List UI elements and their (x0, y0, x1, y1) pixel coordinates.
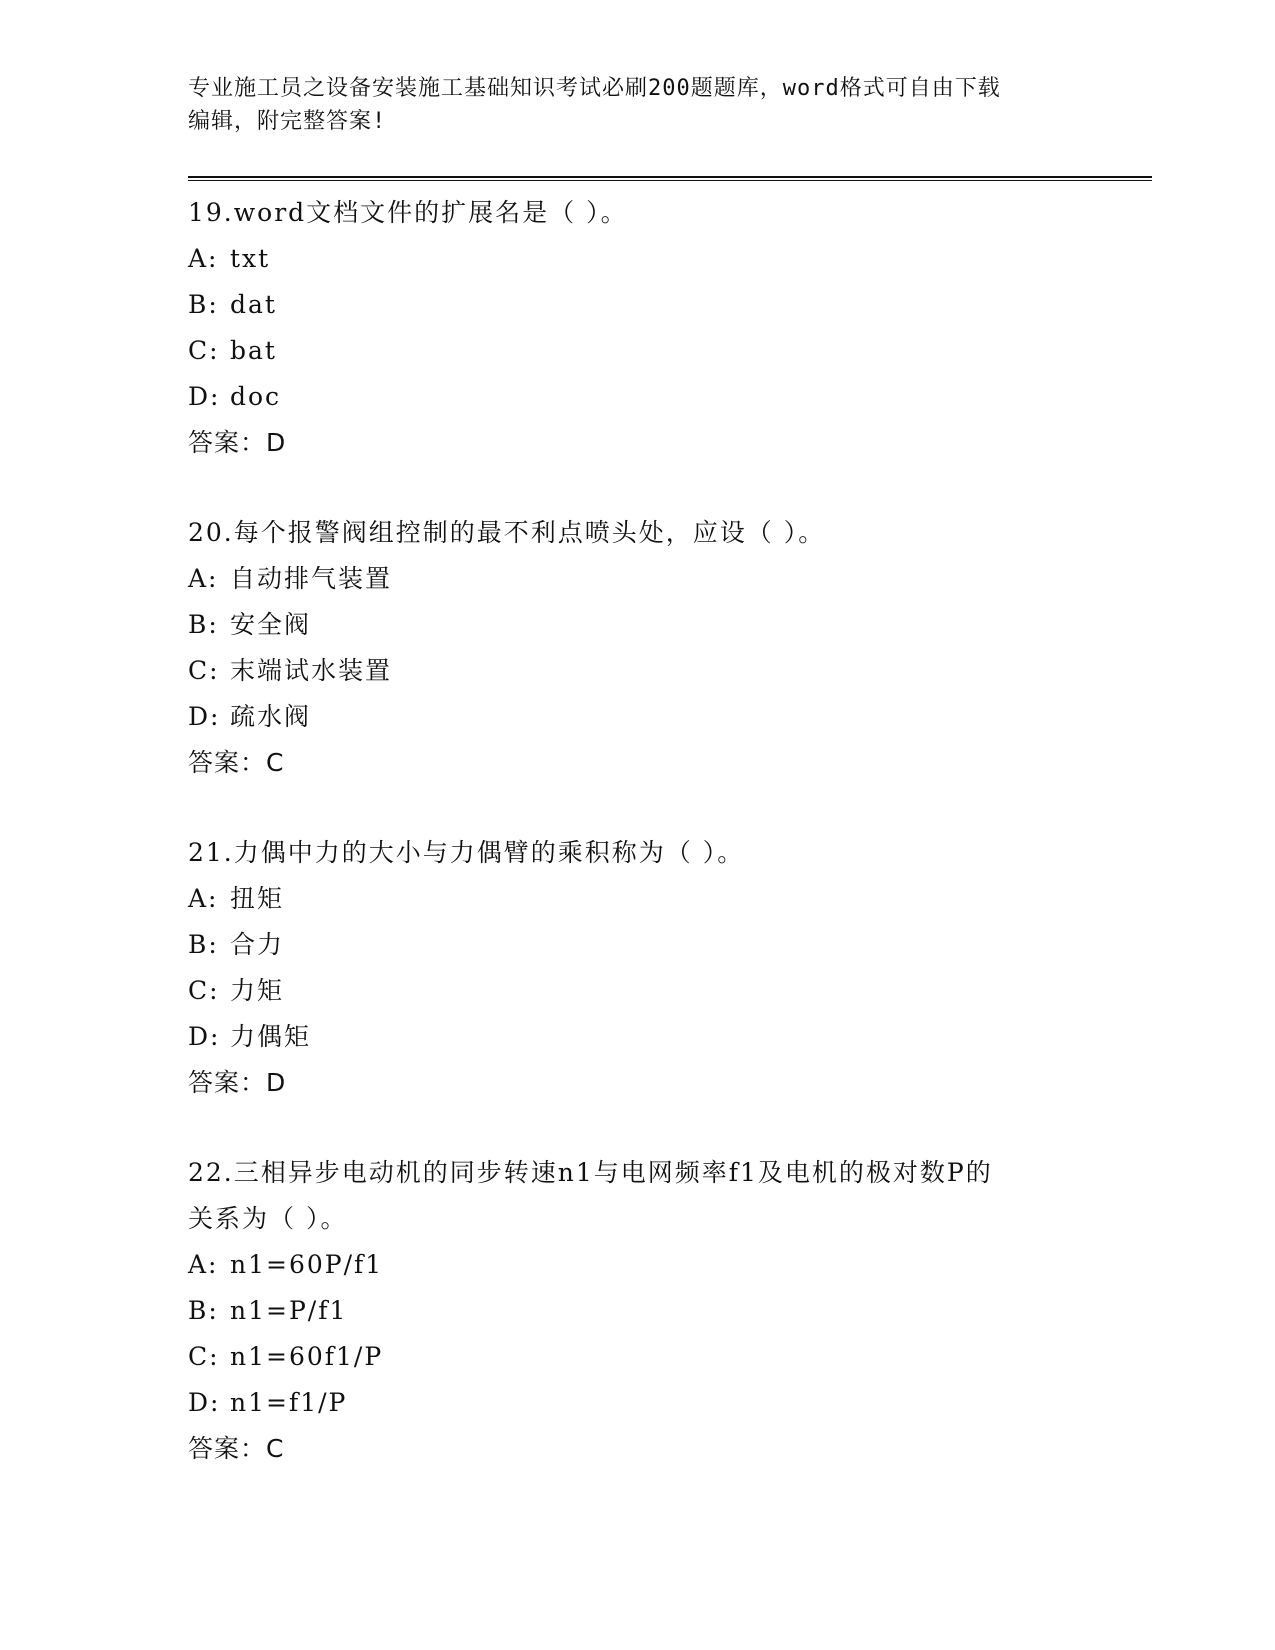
header-line-1: 专业施工员之设备安装施工基础知识考试必刷200题题库，word格式可自由下载 (188, 76, 1001, 101)
option-c (188, 1334, 1088, 1380)
option-text: 自动排气装置 (230, 564, 393, 593)
question-text: 21.力偶中力的大小与力偶臂的乘积称为（ ）。 (188, 838, 745, 867)
option-c (188, 968, 1088, 1014)
option-letter: A: (188, 1250, 219, 1279)
option-text: 力偶矩 (230, 1022, 312, 1051)
option-a (188, 236, 1088, 282)
option-text: bat (230, 336, 277, 365)
option-b (188, 282, 1088, 328)
option-text: txt (230, 244, 271, 273)
option-letter: D: (188, 702, 221, 731)
question-text: 22.三相异步电动机的同步转速n1与电网频率f1及电机的极对数P的 (188, 1158, 993, 1187)
question-text-continued: 关系为（ ）。 (188, 1204, 348, 1233)
answer-text: 答案：D (188, 1068, 287, 1097)
option-b (188, 922, 1088, 968)
option-letter: D: (188, 1022, 221, 1051)
option-text: 扭矩 (230, 884, 285, 913)
option-letter: A: (188, 244, 219, 273)
option-letter: B: (188, 1296, 219, 1325)
option-letter: C: (188, 976, 220, 1005)
option-letter: C: (188, 1342, 220, 1371)
answer-text: 答案：C (188, 1434, 285, 1463)
option-b (188, 1288, 1088, 1334)
question-22 (188, 1150, 1088, 1472)
option-text: 合力 (230, 930, 285, 959)
answer-text: 答案：D (188, 428, 287, 457)
option-text: n1=f1/P (230, 1388, 348, 1417)
question-19 (188, 190, 1088, 466)
question-20 (188, 510, 1088, 786)
option-c (188, 648, 1088, 694)
document-header (188, 72, 1088, 138)
option-letter: A: (188, 884, 219, 913)
option-letter: C: (188, 656, 220, 685)
option-letter: D: (188, 1388, 221, 1417)
option-a (188, 556, 1088, 602)
option-letter: B: (188, 930, 219, 959)
option-text: 安全阀 (230, 610, 312, 639)
option-c (188, 328, 1088, 374)
option-text: doc (230, 382, 282, 411)
option-letter: C: (188, 336, 220, 365)
option-text: 疏水阀 (230, 702, 312, 731)
option-a (188, 876, 1088, 922)
option-text: 力矩 (230, 976, 285, 1005)
option-d (188, 1380, 1088, 1426)
answer-text: 答案：C (188, 748, 285, 777)
header-line-2: 编辑，附完整答案! (188, 109, 387, 134)
option-text: 末端试水装置 (230, 656, 393, 685)
option-letter: B: (188, 610, 219, 639)
option-b (188, 602, 1088, 648)
question-text: 19.word文档文件的扩展名是（ ）。 (188, 198, 628, 227)
header-divider-thin (188, 180, 1152, 181)
option-letter: D: (188, 382, 221, 411)
option-d (188, 694, 1088, 740)
option-text: n1=P/f1 (230, 1296, 348, 1325)
option-d (188, 374, 1088, 420)
option-letter: B: (188, 290, 219, 319)
question-text: 20.每个报警阀组控制的最不利点喷头处，应设（ ）。 (188, 518, 826, 547)
option-text: n1=60P/f1 (230, 1250, 384, 1279)
option-text: dat (230, 290, 277, 319)
option-a (188, 1242, 1088, 1288)
option-text: n1=60f1/P (230, 1342, 384, 1371)
question-21 (188, 830, 1088, 1106)
header-divider-thick (188, 176, 1152, 178)
option-letter: A: (188, 564, 219, 593)
option-d (188, 1014, 1088, 1060)
